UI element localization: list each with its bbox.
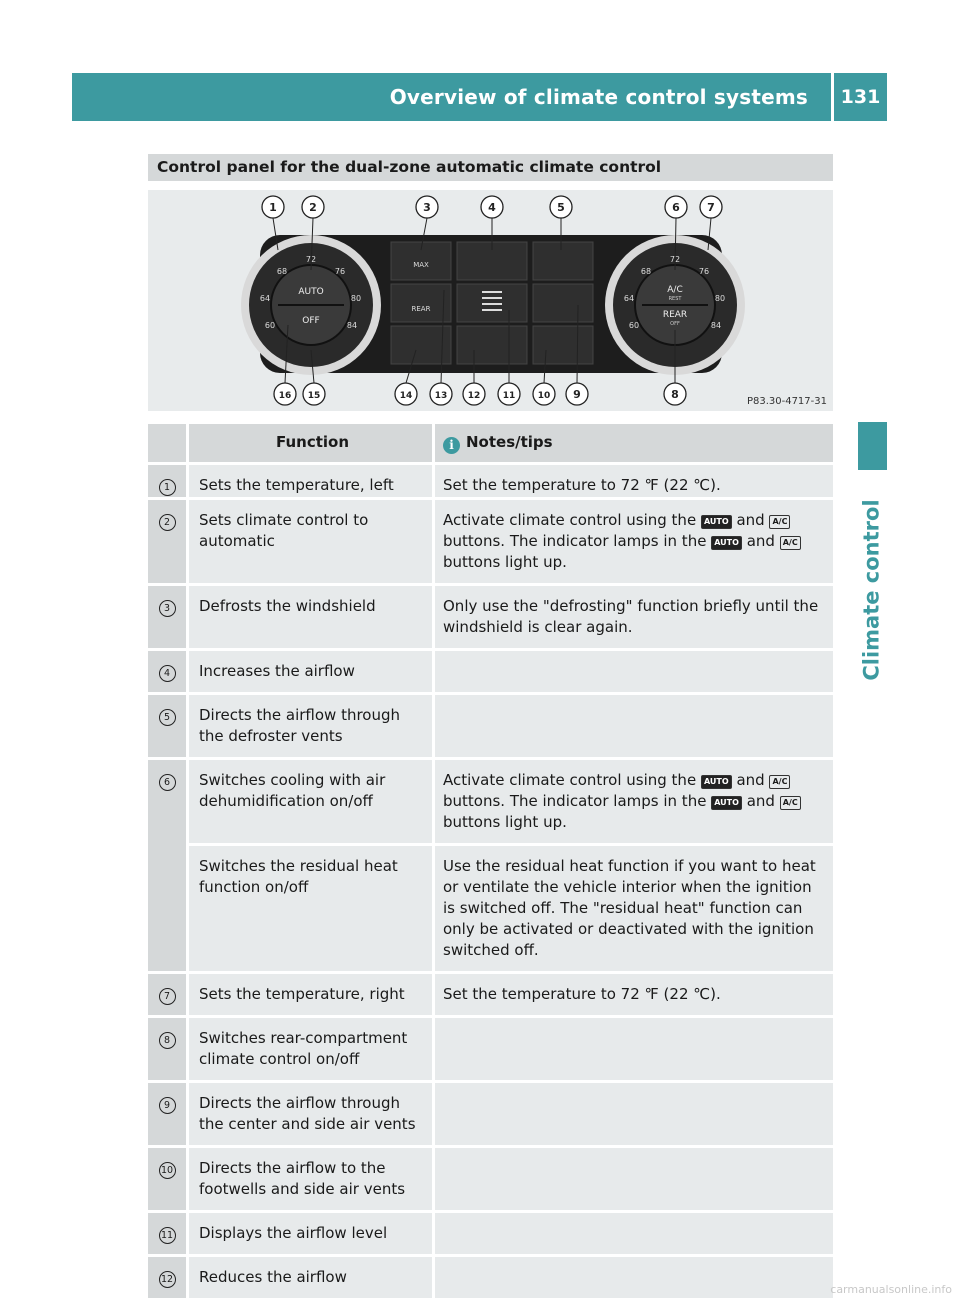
callout-12: 12 xyxy=(467,391,481,401)
callout-11: 11 xyxy=(502,391,516,401)
table-row xyxy=(148,648,833,692)
notes-text xyxy=(432,1083,833,1145)
number-icon: 4 xyxy=(159,665,176,682)
notes-text: Use the residual heat function if you want to heat or ventilate the vehicle interior when the ignition is switched off. The "residual heat" function can only be activated or deactivated with the ignition switched off. xyxy=(432,843,833,971)
watermark: carmanualsonline.info xyxy=(830,1283,952,1296)
callout-15: 15 xyxy=(307,391,321,401)
max-defrost-label: MAX xyxy=(413,261,429,269)
right-tick-76: 76 xyxy=(698,267,710,276)
right-dial-button1: A/C xyxy=(667,285,683,295)
function-text: Directs the airflow to the footwells and side air vents xyxy=(186,1148,432,1210)
table-row xyxy=(148,1145,833,1210)
table-row xyxy=(148,843,833,971)
right-dial-button1-sub: REST xyxy=(668,296,682,302)
ac-key-icon: A/C xyxy=(769,775,790,789)
callout-4: 4 xyxy=(488,201,496,214)
left-tick-60: 60 xyxy=(264,321,276,330)
number-icon: 10 xyxy=(159,1162,176,1179)
left-tick-76: 76 xyxy=(334,267,346,276)
info-icon: i xyxy=(443,437,460,454)
column-function: Function xyxy=(186,424,432,462)
number-icon: 8 xyxy=(159,1032,176,1049)
left-dial-button1: AUTO xyxy=(298,287,324,297)
notes-text xyxy=(432,1257,833,1298)
notes-text: Activate climate control using the AUTO and A/C buttons. The indicator lamps in the AUTO and A/C buttons light up. xyxy=(432,500,833,583)
number-icon: 5 xyxy=(159,709,176,726)
left-tick-84: 84 xyxy=(346,321,358,330)
callout-1: 1 xyxy=(269,201,277,214)
callout-3: 3 xyxy=(423,201,431,214)
number-icon: 1 xyxy=(159,479,176,496)
function-text: Sets the temperature, left xyxy=(186,465,432,497)
function-text: Defrosts the windshield xyxy=(186,586,432,648)
callout-9: 9 xyxy=(573,388,581,401)
left-tick-80: 80 xyxy=(350,294,362,303)
right-tick-72: 72 xyxy=(669,255,681,264)
right-tick-68: 68 xyxy=(640,267,652,276)
table-row xyxy=(148,757,833,843)
notes-text: Only use the "defrosting" function briefly until the windshield is clear again. xyxy=(432,586,833,648)
ac-key-icon: A/C xyxy=(780,536,801,550)
callout-10: 10 xyxy=(537,391,551,401)
number-icon: 6 xyxy=(159,774,176,791)
notes-text: Set the temperature to 72 ℉ (22 ℃). xyxy=(432,465,833,497)
callout-13: 13 xyxy=(434,391,448,401)
function-text: Increases the airflow xyxy=(186,651,432,692)
left-tick-64: 64 xyxy=(259,294,271,303)
auto-key-icon: AUTO xyxy=(711,536,742,550)
table-row xyxy=(148,1254,833,1298)
table-row xyxy=(148,692,833,757)
callout-6: 6 xyxy=(672,201,680,214)
function-text: Directs the airflow through the center and side air vents xyxy=(186,1083,432,1145)
function-text: Directs the airflow through the defroster vents xyxy=(186,695,432,757)
callout-5: 5 xyxy=(557,201,565,214)
column-notes: i Notes/tips xyxy=(432,424,833,462)
callout-8: 8 xyxy=(671,388,679,401)
control-panel-figure xyxy=(148,190,833,411)
callout-14: 14 xyxy=(399,391,413,401)
callout-2: 2 xyxy=(309,201,317,214)
notes-text: Set the temperature to 72 ℉ (22 ℃). xyxy=(432,974,833,1015)
function-text: Switches the residual heat function on/off xyxy=(186,843,432,971)
auto-key-icon: AUTO xyxy=(701,515,732,529)
table-row xyxy=(148,462,833,497)
number-icon: 7 xyxy=(159,988,176,1005)
figure-code: P83.30-4717-31 xyxy=(746,396,827,407)
callout-7: 7 xyxy=(707,201,715,214)
right-dial-button2: REAR xyxy=(662,310,688,320)
number-icon: 2 xyxy=(159,514,176,531)
table-row xyxy=(148,1015,833,1080)
right-tick-80: 80 xyxy=(714,294,726,303)
number-icon: 11 xyxy=(159,1227,176,1244)
rear-defrost-label: REAR xyxy=(411,305,431,313)
callout-16: 16 xyxy=(278,391,292,401)
table-header-row xyxy=(148,424,833,462)
auto-key-icon: AUTO xyxy=(711,796,742,810)
function-text: Switches rear-compartment climate control on/off xyxy=(186,1018,432,1080)
left-tick-72: 72 xyxy=(305,255,317,264)
function-text: Switches cooling with air dehumidification on/off xyxy=(186,760,432,843)
section-title: Control panel for the dual-zone automatic climate control xyxy=(148,154,833,181)
right-dial-button2-sub: OFF xyxy=(670,321,680,327)
table-row xyxy=(148,583,833,648)
left-tick-68: 68 xyxy=(276,267,288,276)
table-row xyxy=(148,497,833,583)
number-icon: 3 xyxy=(159,600,176,617)
number-icon: 9 xyxy=(159,1097,176,1114)
left-dial-button2: OFF xyxy=(302,316,320,326)
notes-text xyxy=(432,695,833,757)
notes-text xyxy=(432,1213,833,1254)
notes-text xyxy=(432,651,833,692)
table-row xyxy=(148,971,833,1015)
notes-text xyxy=(432,1148,833,1210)
chapter-tab xyxy=(858,422,887,470)
table-row xyxy=(148,1210,833,1254)
auto-key-icon: AUTO xyxy=(701,775,732,789)
control-panel-illustration xyxy=(148,190,833,411)
ac-key-icon: A/C xyxy=(780,796,801,810)
function-text: Displays the airflow level xyxy=(186,1213,432,1254)
page-header-bar xyxy=(72,73,887,121)
table-row xyxy=(148,1080,833,1145)
notes-text: Activate climate control using the AUTO and A/C buttons. The indicator lamps in the AUTO and A/C buttons light up. xyxy=(432,760,833,843)
right-tick-84: 84 xyxy=(710,321,722,330)
right-tick-64: 64 xyxy=(623,294,635,303)
notes-text xyxy=(432,1018,833,1080)
function-text: Sets climate control to automatic xyxy=(186,500,432,583)
function-table xyxy=(148,424,833,1298)
function-text: Sets the temperature, right xyxy=(186,974,432,1015)
page-header-title: Overview of climate control systems xyxy=(389,85,808,109)
function-text: Reduces the airflow xyxy=(186,1257,432,1298)
chapter-label: Climate control xyxy=(860,499,884,681)
ac-key-icon: A/C xyxy=(769,515,790,529)
page-number: 131 xyxy=(840,86,881,108)
right-tick-60: 60 xyxy=(628,321,640,330)
number-icon: 12 xyxy=(159,1271,176,1288)
